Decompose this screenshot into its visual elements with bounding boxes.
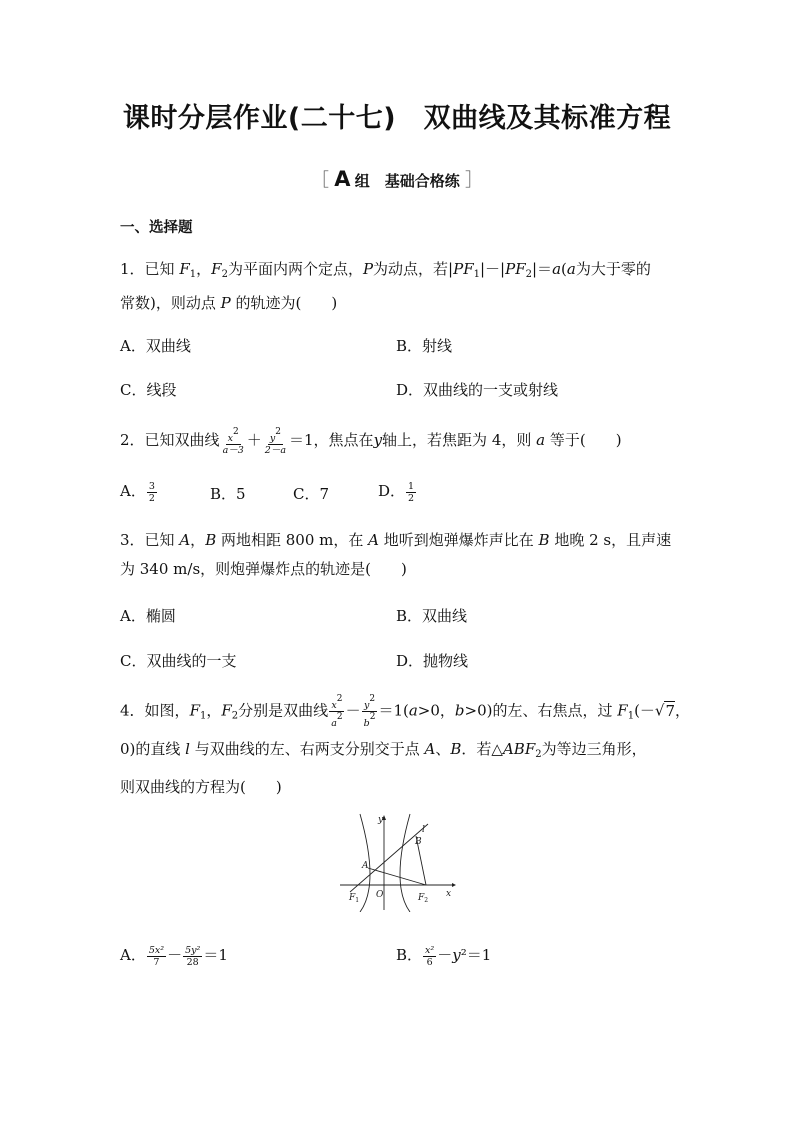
q1-option-c[interactable]: C．线段 (120, 381, 177, 399)
question-3-line-2: 为 340 m/s，则炮弹爆炸点的轨迹是( ) (120, 560, 407, 578)
question-1-line-1: 1．已知 $F_1$，$F_2$为平面内两个定点，P为动点，若$|PF_1|-|PF_2|=a(a$为大于零的 (120, 260, 651, 280)
page-title: 课时分层作业(二十七) 双曲线及其标准方程 (122, 103, 672, 134)
q3-option-c[interactable]: C．双曲线的一支 (120, 652, 237, 670)
question-3 (120, 526, 671, 584)
segment-af2 (368, 868, 426, 885)
q2-option-d[interactable]: D． $\frac{1}{2}$ (378, 480, 415, 504)
label-a: A (362, 861, 369, 871)
section-heading: 一、选择题 (120, 220, 193, 236)
fraction-x2: $\frac{x^2}{a-3}$ (222, 426, 244, 456)
q1-option-a[interactable]: A．双曲线 (120, 337, 191, 355)
label-y: y (378, 815, 384, 825)
q1-option-b[interactable]: B．射线 (396, 337, 453, 355)
q3-option-d[interactable]: D．抛物线 (396, 652, 469, 670)
group-label: 组 基础合格练 (354, 172, 460, 190)
question-1-line-2: 常数)，则动点 P 的轨迹为( ) (120, 294, 338, 312)
question-2: 2．已知双曲线 $\frac{x^2}{a-3}$ ＋ $\frac{y^2}{2-a}$ ＝1，焦点在y轴上，若焦距为 4，则 a 等于( ) (120, 426, 622, 456)
q1-option-d[interactable]: D．双曲线的一支或射线 (396, 381, 559, 399)
label-f2: $F_2$ (418, 893, 429, 904)
q2-option-b[interactable]: B．5 (210, 485, 246, 503)
q2-option-a[interactable]: A． $\frac{3}{2}$ (120, 480, 155, 504)
question-4-line-2: 0)的直线 l 与双曲线的左、右两支分别交于点 A、B．若$\triangle ABF_2$为等边三角形， (120, 739, 647, 760)
question-1 (120, 255, 651, 318)
label-f1: $F_1$ (349, 893, 360, 904)
label-l: l (422, 825, 425, 835)
q4-option-b[interactable]: B． $\frac{\text{x²}}{6}$ －y²＝1 (396, 944, 492, 968)
label-x: x (446, 889, 452, 899)
q2-option-c[interactable]: C．7 (293, 485, 330, 503)
label-b: B (415, 837, 422, 847)
question-3-line-1: 3．已知 A，B 两地相距 800 m，在 A 地听到炮弹爆炸声比在 B 地晚 2 s，且声速 (120, 531, 672, 549)
q3-option-a[interactable]: A．椭圆 (120, 607, 176, 625)
bracket-left: ［ (311, 170, 329, 191)
question-4 (120, 694, 690, 803)
question-4-line-3: 则双曲线的方程为( ) (120, 777, 282, 796)
q3-option-b[interactable]: B．双曲线 (396, 607, 468, 625)
bracket-right: ］ (464, 170, 483, 191)
question-4-line-1: 4．如图，$F_1$，$F_2$分别是双曲线 $\frac{x^2}{a^2}$ － $\frac{y^2}{b^2}$ ＝1(a>0，b>0)的左、右焦点，过 $F_1(-√7$， (120, 694, 691, 729)
group-letter: A (334, 167, 350, 191)
label-o: O (376, 890, 384, 900)
fraction-y2: $\frac{y^2}{2-a}$ (264, 426, 287, 456)
x-axis-arrow (452, 883, 456, 887)
q4-option-a[interactable]: A． $\frac{\text{5x²}}{7}$ － $\frac{\text{5y²}}{28}$ ＝1 (120, 944, 228, 968)
hyperbola-figure (338, 812, 456, 912)
hyperbola-right-branch (400, 814, 410, 912)
group-heading (0, 166, 794, 192)
